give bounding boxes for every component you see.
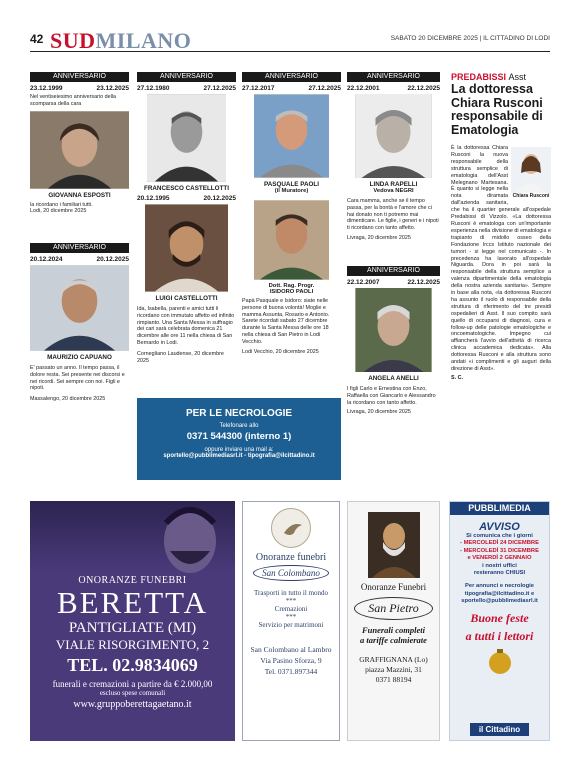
obituary-rapelli: ANNIVERSARIO 22.12.2001 22.12.2025 LINDA RAPELLI Vedova NEGRI Cara mamma, anche se il tempo passa, per la bontà e l'amore che ci hai donato non ti potremo mai dimenticare. Le figlie, i generi e i nipoti ti ricordano con tanto affetto. Livraga, 20 dicembre 2025 bbox=[347, 73, 440, 241]
obituary-capuano: ANNIVERSARIO 20.12.2024 20.12.2025 MAURIZIO CAPUANO E' passato un anno. Il tempo passa, il dolore resta. Sei presente nei discorsi e nei ricordi. Sei sempre con noi. Figli e nipoti. Massalengo, 20 dicembre 2025 bbox=[30, 244, 129, 403]
portrait-photo bbox=[30, 265, 129, 351]
masthead bbox=[30, 28, 550, 52]
anniversary-header: ANNIVERSARIO bbox=[137, 72, 236, 82]
portrait-photo bbox=[30, 111, 129, 189]
ad-san-pietro: Onoranze Funebri San Pietro Funerali completi a tariffe calmierate GRAFFIGNANA (Lo) piazza Mazzini, 31 0371 88194 bbox=[347, 501, 440, 741]
article-photo bbox=[511, 147, 551, 200]
article-kicker: PREDABISSI Asst bbox=[451, 72, 527, 82]
article-rusconi bbox=[451, 72, 551, 382]
portrait-photo bbox=[147, 94, 226, 182]
anniversary-header: ANNIVERSARIO bbox=[30, 72, 129, 82]
obituary-paoli: ANNIVERSARIO 27.12.2017 27.12.2025 PASQUALE PAOLI (il Muratore) Dott. Rag. Progr. ISIDORO PAOLI Papà Pasquale e Isidoro: siate nelle persone di buona volontà! Moglie e mamma Assunta, Rosario e Antonio. Sarete ricordati sabato 27 dicembre durante la Santa Messa delle ore 18 nella chiesa di San Pietro in Lodi Vecchio. Lodi Vecchio, 20 dicembre 2025 bbox=[242, 73, 341, 355]
anniversary-header: ANNIVERSARIO bbox=[347, 72, 440, 82]
necrologie-emails: sportello@pubblimediasrl.it - tipografia@ilcittadino.it bbox=[163, 453, 315, 459]
obituary-anelli: ANNIVERSARIO 22.12.2007 22.12.2025 ANGELA ANELLI I figli Carlo e Ernestina con Enzo, Raffaella con Giancarlo e Alessandro la ricordano con tanto affetto. Livraga, 20 dicembre 2025 bbox=[347, 267, 440, 416]
obituary-esposti: ANNIVERSARIO 23.12.1999 23.12.2025 Nel ventiseiesimo anniversario della scomparsa della cara GIOVANNA ESPOSTI la ricordano i familiari tutti. Lodi, 20 dicembre 2025 bbox=[30, 73, 129, 215]
saint-image bbox=[368, 512, 420, 578]
obituary-intro: Nel ventiseiesimo anniversario della scomparsa della cara bbox=[30, 94, 116, 107]
anniversary-header: ANNIVERSARIO bbox=[30, 243, 129, 253]
christmas-ornament-icon bbox=[485, 646, 515, 676]
beretta-phone: 02.9834069 bbox=[112, 655, 198, 675]
obituary-castellotti: ANNIVERSARIO 27.12.1980 27.12.2025 FRANCESCO CASTELLOTTI 20.12.1995 20.12.2025 LUIGI CASTELLOTTI Ida, Isabella, parenti e amici tutti li ricordano con immutato affetto ed infinito rimpianto. Una Santa Messa in suffragio dei cari sarà celebrata domenica 21 dicembre alle ore 11 nella chiesa di San Bernardo in Lodi. Cornegliano Laudense, 20 dicembre 2025 bbox=[137, 73, 236, 364]
anniversary-header: ANNIVERSARIO bbox=[347, 266, 440, 276]
article-body: Chiara Rusconi È la dottoressa Chiara Rusconi la nuova responsabile della struttura semplice di ematologia dell'Asst Melegnano Martesana. È quanto si legge nella nota diramata dall'azienda sanitaria, che ha il quartier generale all'ospedale Predabissi di Vizzolo. «La dottoressa Rusconi è ematologa con un'importante esperienza nella divisione di ematologia e trapianto di midollo osseo della Fondazione Irccs Istituto nazionale dei tumori - si legge nel comunicato -. In precedenza ha lavorato all'ospedale Niguarda. Dora in poi sarà la responsabile della struttura semplice a valenza dipartimentale della ematologia della nostra azienda sanitaria». Sempre in base alla nota, «la dottoressa Rusconi ha assunto il ruolo di responsabile della struttura di riferimento del tre presidi ospedalieri di Asst. Il suo compito sarà quello di occuparsi di diagnosi, cura e follow-up delle patologie ematologiche e oncoematologiche. Impegno cui affiancherà l'avvio dell'attività di ricerca clinica accademica dedicata». Alla dottoressa Rusconi e alla struttura sono andati «i complimenti e gli auguri della direzione di Asst». S. C. bbox=[451, 145, 551, 381]
dove-logo bbox=[271, 508, 311, 548]
portrait-photo bbox=[355, 94, 432, 178]
section-logo: SUDMILANO bbox=[50, 28, 192, 53]
beretta-website: www.gruppoberettagaetano.it bbox=[73, 699, 192, 710]
portrait-photo bbox=[145, 204, 228, 292]
ad-pubblimedia: PUBBLIMEDIA AVVISO Si comunica che i giorni - MERCOLEDÌ 24 DICEMBRE - MERCOLEDÌ 31 DICEMBRE e VENERDÌ 2 GENNAIO i nostri uffici resteranno CHIUSI Per annunci e necrologie tipografia@ilcittadino.it e sportello@pubblimediasrl.it Buone feste a tutti i lettori il Cittadino bbox=[449, 501, 550, 741]
page-number: 42 bbox=[30, 32, 44, 46]
article-headline: La dottoressa Chiara Rusconi responsabile di Ematologia bbox=[451, 82, 543, 137]
ad-san-colombano: Onoranze funebri San Colombano Trasporti in tutto il mondo *** Cremazioni *** Servizio per matrimoni San Colombano al Lambro Via Pasino Sforza, 9 Tel. 0371.897344 bbox=[242, 501, 340, 741]
necrologie-box: PER LE NECROLOGIE Telefonare allo 0371 544300 (interno 1) oppure inviare una mail a: sportello@pubblimediasrl.it - tipografia@ilcittadino.it bbox=[137, 398, 341, 480]
anniversary-header: ANNIVERSARIO bbox=[242, 72, 341, 82]
article-signature: S. C. bbox=[451, 374, 463, 381]
photo-caption: Chiara Rusconi bbox=[512, 193, 550, 199]
christ-image bbox=[30, 501, 235, 573]
necrologie-phone: 0371 544300 (interno 1) bbox=[186, 431, 292, 442]
issue-date: SABATO 20 DICEMBRE 2025 | IL CITTADINO DI LODI bbox=[390, 35, 550, 42]
ad-beretta: ONORANZE FUNEBRI BERETTA PANTIGLIATE (MI) VIALE RISORGIMENTO, 2 TEL. 02.9834069 funerali e cremazioni a partire da € 2.000,00 escluso spese comunali www.gruppoberettagaetano.it bbox=[30, 501, 235, 741]
portrait-photo bbox=[355, 288, 432, 372]
portrait-photo bbox=[254, 200, 329, 280]
cittadino-logo: il Cittadino bbox=[470, 723, 529, 736]
portrait-photo bbox=[254, 94, 329, 178]
